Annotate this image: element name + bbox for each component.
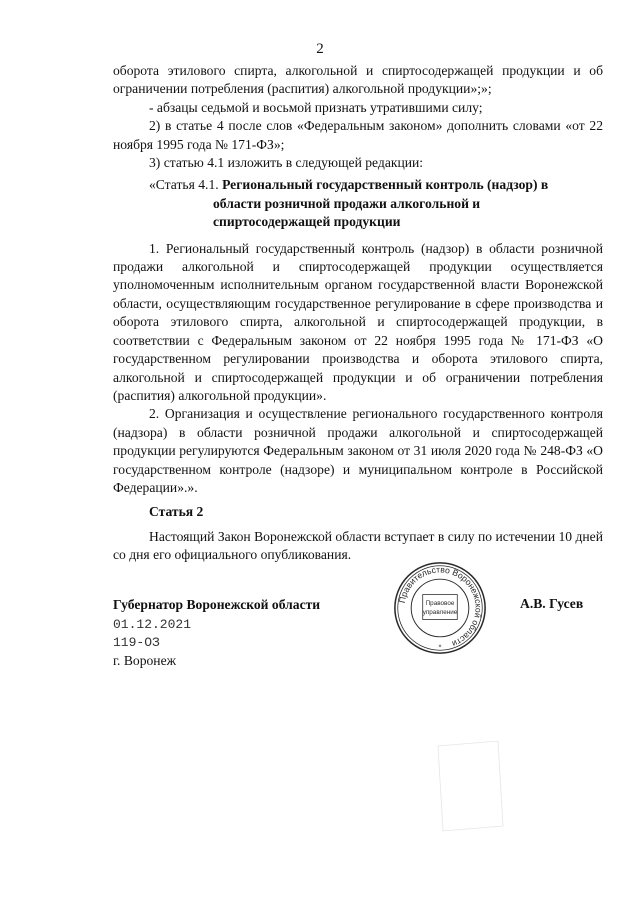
article-2-heading: Статья 2 bbox=[149, 504, 204, 520]
article-paragraph: 1. Региональный государственный контроль (надзор) в области розничной продажи алкогольной и спиртосодержащей продукции осуществляется уполномоченным исполнительным органом государственной власти Воронежской области, осуществляющим государственное регулирование в сфере производства и оборота этилового спирта, алкогольной и спиртосодержащей продукции, в соответствии с Федеральным законом от 22 ноября 1995 года № 171-ФЗ «О государственном регулировании производства и оборота этилового спирта, алкогольной и спиртосодержащей продукции и об ограничении потребления (распития) алкогольной продукции». bbox=[113, 240, 603, 403]
article-title-continuation: области розничной продажи алкогольной и спиртосодержащей продукции bbox=[213, 195, 481, 230]
signatory-name: А.В. Гусев bbox=[520, 596, 584, 611]
article-number: «Статья 4.1. bbox=[149, 177, 223, 193]
law-date: 01.12.2021 bbox=[113, 617, 192, 632]
page-number: 2 bbox=[316, 41, 324, 57]
article-2-text: Настоящий Закон Воронежской области вступает в силу по истечении 10 дней со дня его официального опубликования. bbox=[113, 528, 603, 563]
law-number: 119-ОЗ bbox=[113, 635, 160, 650]
signatory-title: Губернатор Воронежской области bbox=[113, 597, 321, 612]
seal-star: * bbox=[438, 642, 442, 652]
article-heading bbox=[113, 176, 603, 194]
amendment-item: - абзацы седьмой и восьмой признать утратившими силу; bbox=[149, 99, 483, 115]
amendment-item: 2) в статье 4 после слов «Федеральным законом» дополнить словами «от 22 ноября 1995 года № 171-ФЗ»; bbox=[113, 118, 603, 152]
svg-text:Правовое: Правовое bbox=[425, 600, 455, 608]
amendment-item: 3) статью 4.1 изложить в следующей редакции: bbox=[149, 155, 424, 171]
signature-block bbox=[113, 596, 320, 670]
document-body bbox=[113, 62, 603, 565]
article-paragraph: 2. Организация и осуществление регионального государственного контроля (надзора) в области розничной продажи алкогольной и спиртосодержащей продукции регулируются Федеральным законом от 31 июля 2020 года № 248-ФЗ «О государственном контроле (надзоре) и муниципальном контроле в Российской Федерации».». bbox=[113, 406, 603, 495]
article-title: Региональный государственный контроль (надзор) в bbox=[222, 177, 549, 193]
seal-ring-text: Правительство Воронежской области bbox=[396, 564, 484, 650]
city: г. Воронеж bbox=[113, 653, 176, 668]
official-seal-icon bbox=[392, 560, 488, 656]
faint-stamp-icon bbox=[428, 736, 508, 836]
svg-text:управление: управление bbox=[422, 608, 458, 616]
continuation-paragraph: оборота этилового спирта, алкогольной и спиртосодержащей продукции и об ограничении потребления (распития) алкогольной продукции»;»; bbox=[113, 63, 603, 97]
